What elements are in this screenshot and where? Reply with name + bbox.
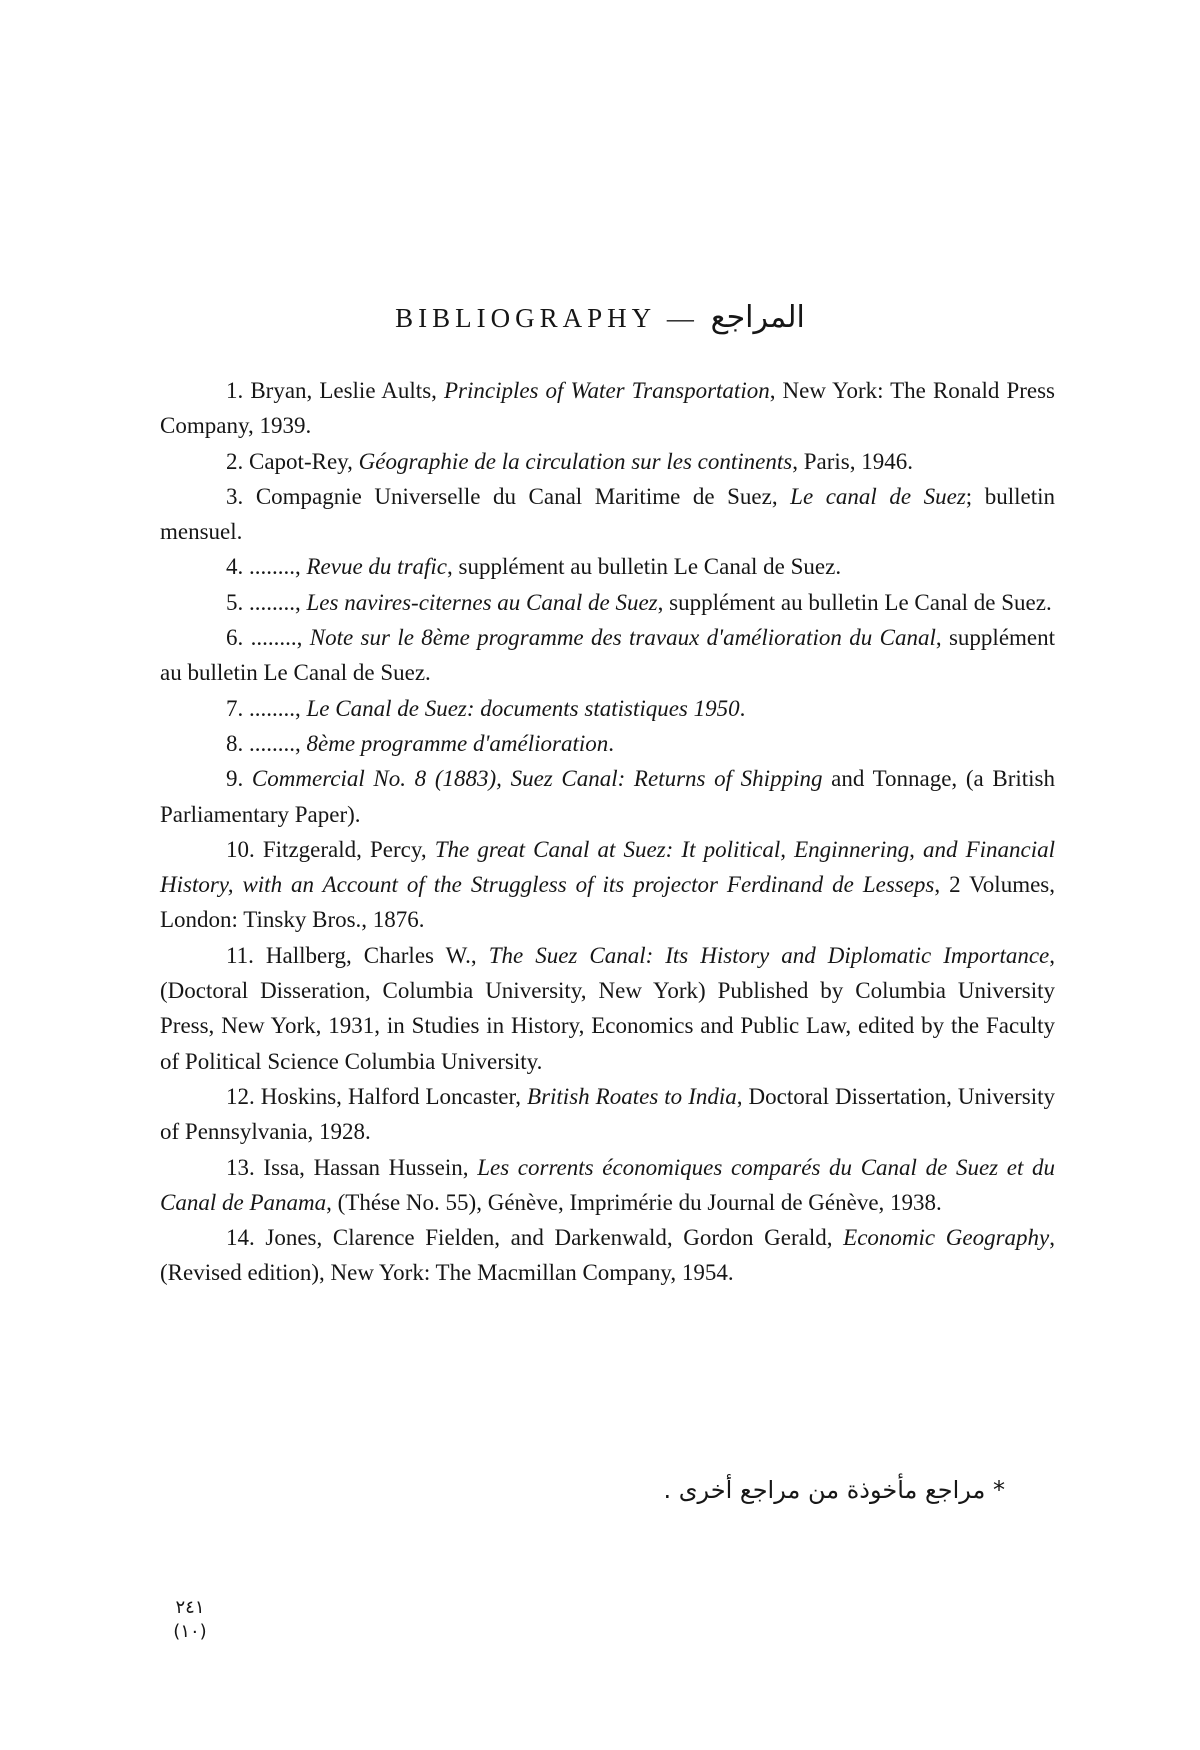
bibliography-entry	[160, 373, 1055, 444]
bibliography-entry	[160, 691, 1055, 726]
bibliography-entry	[160, 1150, 1055, 1221]
bibliography-entry	[160, 938, 1055, 1079]
entry-author: Jones, Clarence Fielden, and Darkenwald, Gordon Gerald,	[265, 1225, 833, 1251]
entry-title: Note sur le 8ème programme des travaux d'amélioration du Canal	[309, 625, 936, 651]
entry-title: Le Canal de Suez: documents statistiques 1950	[306, 695, 740, 721]
entry-title: Géographie de la circulation sur les continents	[358, 448, 793, 474]
bibliography-entry	[160, 585, 1055, 620]
bibliography-entry	[160, 479, 1055, 550]
entry-author: Bryan, Leslie Aults,	[250, 378, 437, 403]
entry-details: , New York: The Ronald Press Company, 1939.	[160, 378, 1056, 439]
entry-author: Compagnie Universelle du Canal Maritime de Suez,	[255, 483, 778, 509]
page-number-block	[160, 1596, 220, 1644]
heading-title: BIBLIOGRAPHY	[395, 303, 656, 333]
entry-details: , (Thése No. 55), Génève, Imprimérie du Journal de Génève, 1938.	[326, 1189, 942, 1215]
bibliography-entry	[160, 726, 1055, 761]
entry-number: 7.	[226, 695, 244, 721]
heading-arabic: المراجع	[710, 300, 805, 335]
entry-details: , supplément au bulletin Le Canal de Suez.	[160, 625, 1056, 686]
entry-title: Le canal de Suez	[790, 483, 966, 509]
bibliography-entry	[160, 832, 1055, 938]
entry-title: Commercial No. 8 (1883), Suez Canal: Returns of Shipping	[251, 766, 823, 792]
bibliography-entry	[160, 444, 1055, 479]
entry-title: Les navires-citernes au Canal de Suez	[306, 589, 658, 615]
entry-number: 6.	[226, 625, 244, 651]
entry-title: Les corrents économiques comparés du Canal de Suez et du Canal de Panama	[160, 1154, 1056, 1215]
entry-author: Fitzgerald, Percy,	[262, 836, 427, 862]
entry-number: 9.	[226, 766, 244, 792]
entry-author: ........,	[249, 589, 301, 615]
entry-author: Capot-Rey,	[249, 448, 353, 474]
entry-number: 10.	[226, 836, 255, 862]
entry-details: , supplément au bulletin Le Canal de Suez.	[657, 589, 1052, 615]
entry-title: British Roates to India	[527, 1083, 737, 1109]
entry-title: Revue du trafic	[306, 554, 448, 580]
entry-details: , 2 Volumes, London: Tinsky Bros., 1876.	[160, 872, 1055, 933]
entry-number: 2.	[226, 448, 244, 474]
entry-details: , (Doctoral Disseration, Columbia University, New York) Published by Columbia University Press, New York, 1931, in Studies in History, Economics and Public Law, edited by the Faculty of Political Science Columbia University.	[160, 942, 1056, 1074]
entry-details: .	[608, 730, 615, 756]
entry-author: Hallberg, Charles W.,	[265, 942, 477, 968]
entry-title: Economic Geography	[843, 1225, 1050, 1251]
entry-number: 1.	[226, 378, 244, 403]
bibliography-list	[160, 373, 1055, 1291]
heading-dash: —	[666, 303, 699, 333]
entry-details: , Paris, 1946.	[792, 448, 913, 474]
entry-number: 8.	[226, 730, 244, 756]
entry-number: 5.	[226, 589, 244, 615]
entry-author: Hoskins, Halford Loncaster,	[260, 1083, 521, 1109]
bibliography-entry	[160, 761, 1055, 832]
entry-details: ; bulletin mensuel.	[160, 483, 1056, 545]
signature-mark: (١٠)	[173, 1621, 207, 1642]
entry-title: 8ème programme d'amélioration	[306, 730, 609, 756]
entry-details: , (Revised edition), New York: The Macmillan Company, 1954.	[160, 1225, 1055, 1286]
bibliography-entry	[160, 620, 1055, 691]
entry-number: 4.	[226, 554, 244, 580]
entry-number: 13.	[226, 1154, 255, 1180]
entry-title: The great Canal at Suez: It political, Enginnering, and Financial History, with an Account of the Struggless of its projector Ferdinand de Lesseps	[160, 836, 1056, 898]
bibliography-entry	[160, 549, 1055, 584]
bibliography-heading	[0, 298, 1200, 338]
entry-number: 11.	[226, 942, 254, 968]
bibliography-entry	[160, 1079, 1055, 1150]
entry-details: .	[739, 695, 746, 721]
entry-author: ........,	[249, 554, 301, 580]
entry-details: and Tonnage, (a British Parliamentary Paper).	[160, 766, 1055, 827]
page-number: ٢٤١	[175, 1597, 205, 1618]
entry-number: 12.	[226, 1083, 255, 1109]
entry-title: The Suez Canal: Its History and Diplomatic Importance	[488, 942, 1050, 968]
bibliography-entry	[160, 1220, 1055, 1291]
entry-details: , supplément au bulletin Le Canal de Suez.	[447, 554, 842, 580]
entry-number: 3.	[226, 483, 244, 509]
entry-author: Issa, Hassan Hussein,	[263, 1154, 469, 1180]
entry-number: 14.	[226, 1225, 255, 1251]
entry-author: ........,	[250, 625, 303, 651]
entry-author: ........,	[249, 730, 301, 756]
entry-details: , Doctoral Dissertation, University of Pennsylvania, 1928.	[160, 1083, 1056, 1145]
entry-title: Principles of Water Transportation	[443, 378, 770, 403]
footnote: * مراجع مأخوذة من مراجع أخرى .	[663, 1476, 1005, 1504]
entry-author: ........,	[249, 695, 301, 721]
